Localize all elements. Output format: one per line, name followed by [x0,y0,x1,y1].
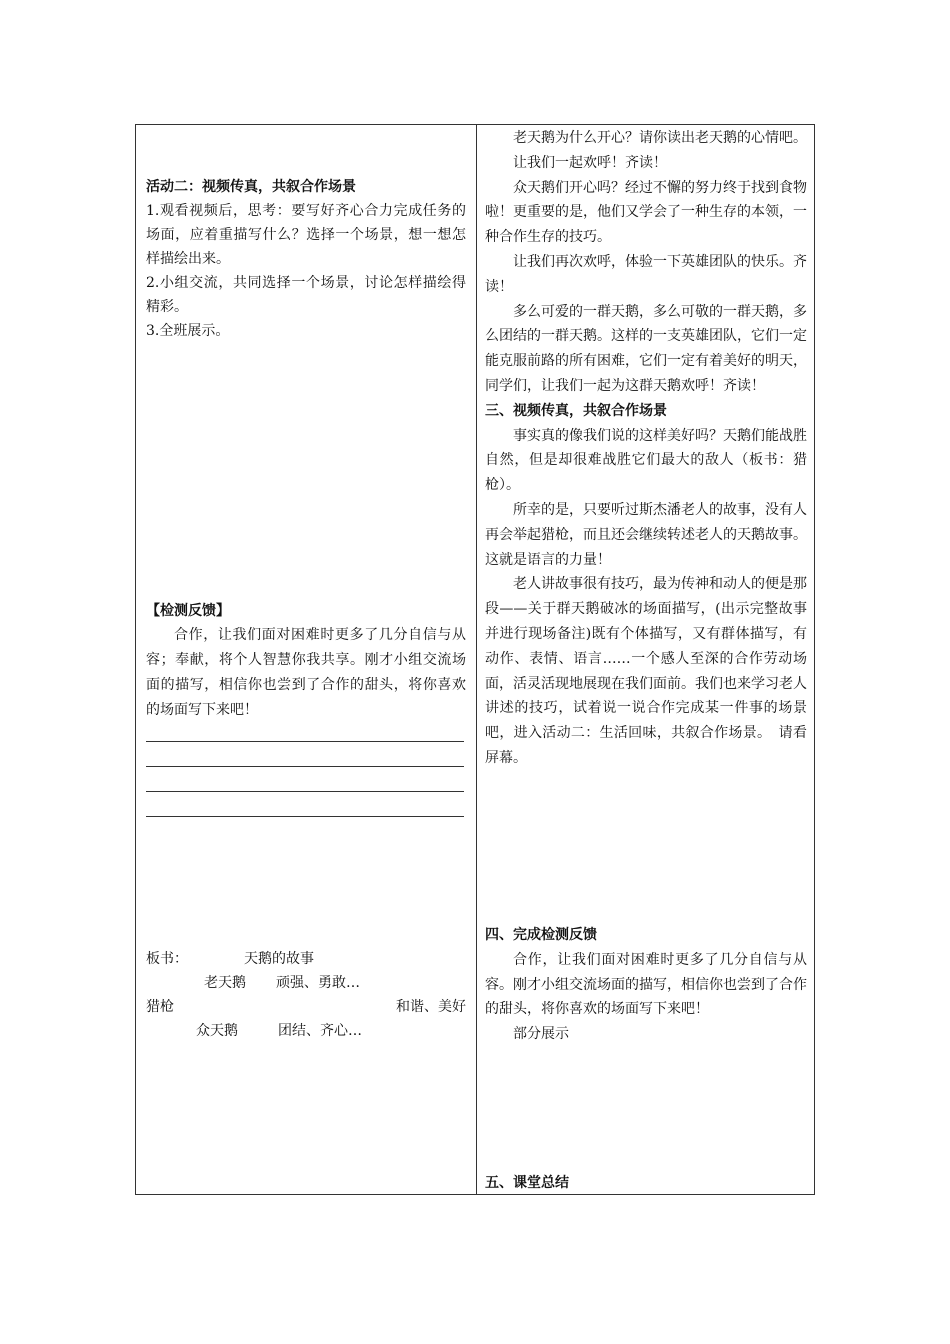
writing-lines [146,741,464,817]
para-partial-show: 部分展示 [513,1026,569,1043]
feedback-title: 【检测反馈】 [146,603,230,619]
para-feedback: 合作，让我们面对困难时更多了几分自信与从容。刚才小组交流场面的描写，相信你也尝到了合作的甜头，将你喜欢的场面写下来吧！ [485,951,807,1018]
para-language-power: 所幸的是，只要听过斯杰潘老人的故事，没有人再会举起猎枪，而且还会继续转述老人的天鹅故事。这就是语言的力量！ [485,501,807,568]
board-swans: 众天鹅 [196,1023,238,1039]
right-top-block [485,126,807,771]
para-storytelling: 老人讲故事很有技巧，最为传神和动人的便是那段——关于群天鹅破冰的场面描写，(出示完整故事并进行现场备注)既有个体描写，又有群体描写，有动作、表情、语言……一个感人至深的合作劳动场面，活灵活现地展现在我们面前。我们也来学习老人讲述的技巧，试着说一说合作完成某一件事的场景吧，进入活动二：生活回味，共叙合作场景。 请看屏幕。 [485,576,807,766]
para-cheer-again: 让我们再次欢呼，体验一下英雄团队的快乐。齐读！ [485,253,807,295]
writing-line [146,791,464,792]
para-cheer: 让我们一起欢呼！齐读！ [513,154,667,171]
board-title: 天鹅的故事 [244,951,314,967]
writing-line [146,816,464,817]
section5-title: 五、课堂总结 [485,1175,569,1191]
activity2-title: 活动二：视频传真，共叙合作场景 [146,179,356,195]
activity2-block [146,175,466,343]
section4-title: 四、完成检测反馈 [485,927,597,943]
para-hero-team: 多么可爱的一群天鹅，多么可敬的一群天鹅，多么团结的一群天鹅。这样的一支英雄团队，它们一定能克服前路的所有困难，它们一定有着美好的明天，同学们，让我们一起为这群天鹅欢呼！齐读！ [485,303,807,394]
writing-line [146,766,464,767]
board-old-swan: 老天鹅 [204,975,246,991]
right-bottom-block [485,923,807,1047]
writing-line [146,741,464,742]
right-column [477,125,815,1194]
para-enemy: 事实真的像我们说的这样美好吗？天鹅们能战胜自然，但是却很难战胜它们最大的敌人（板书：猎枪）。 [485,427,807,494]
activity2-item-2: 2.小组交流，共同选择一个场景，讨论怎样描绘得精彩。 [146,275,466,315]
board-harmony: 和谐、美好 [396,999,466,1015]
para-old-swan-happy: 老天鹅为什么开心？请你读出老天鹅的心情吧。 [513,130,807,146]
lesson-table [135,124,815,1195]
section5-block [485,1171,807,1196]
board-old-traits: 顽强、勇敢… [276,975,360,991]
board-gun: 猎枪 [146,999,174,1015]
activity2-item-1: 1.观看视频后，思考：要写好齐心合力完成任务的场面，应着重描写什么？选择一个场景，想一想怎样描绘出来。 [146,203,466,267]
left-column [136,125,476,1194]
board-swans-traits: 团结、齐心… [278,1023,362,1039]
board-writing [146,947,466,1043]
activity2-item-3: 3.全班展示。 [146,323,230,339]
feedback-text: 合作，让我们面对困难时更多了几分自信与从容；奉献，将个人智慧你我共享。刚才小组交流场面的描写，相信你也尝到了合作的甜头，将你喜欢的场面写下来吧！ [146,627,466,718]
section3-title: 三、视频传真，共叙合作场景 [485,402,667,419]
board-label: 板书： [146,951,188,967]
para-swans-happy: 众天鹅们开心吗？经过不懈的努力终于找到食物啦！更重要的是，他们又学会了一种生存的本领，一种合作生存的技巧。 [485,179,807,246]
feedback-block [146,599,466,723]
